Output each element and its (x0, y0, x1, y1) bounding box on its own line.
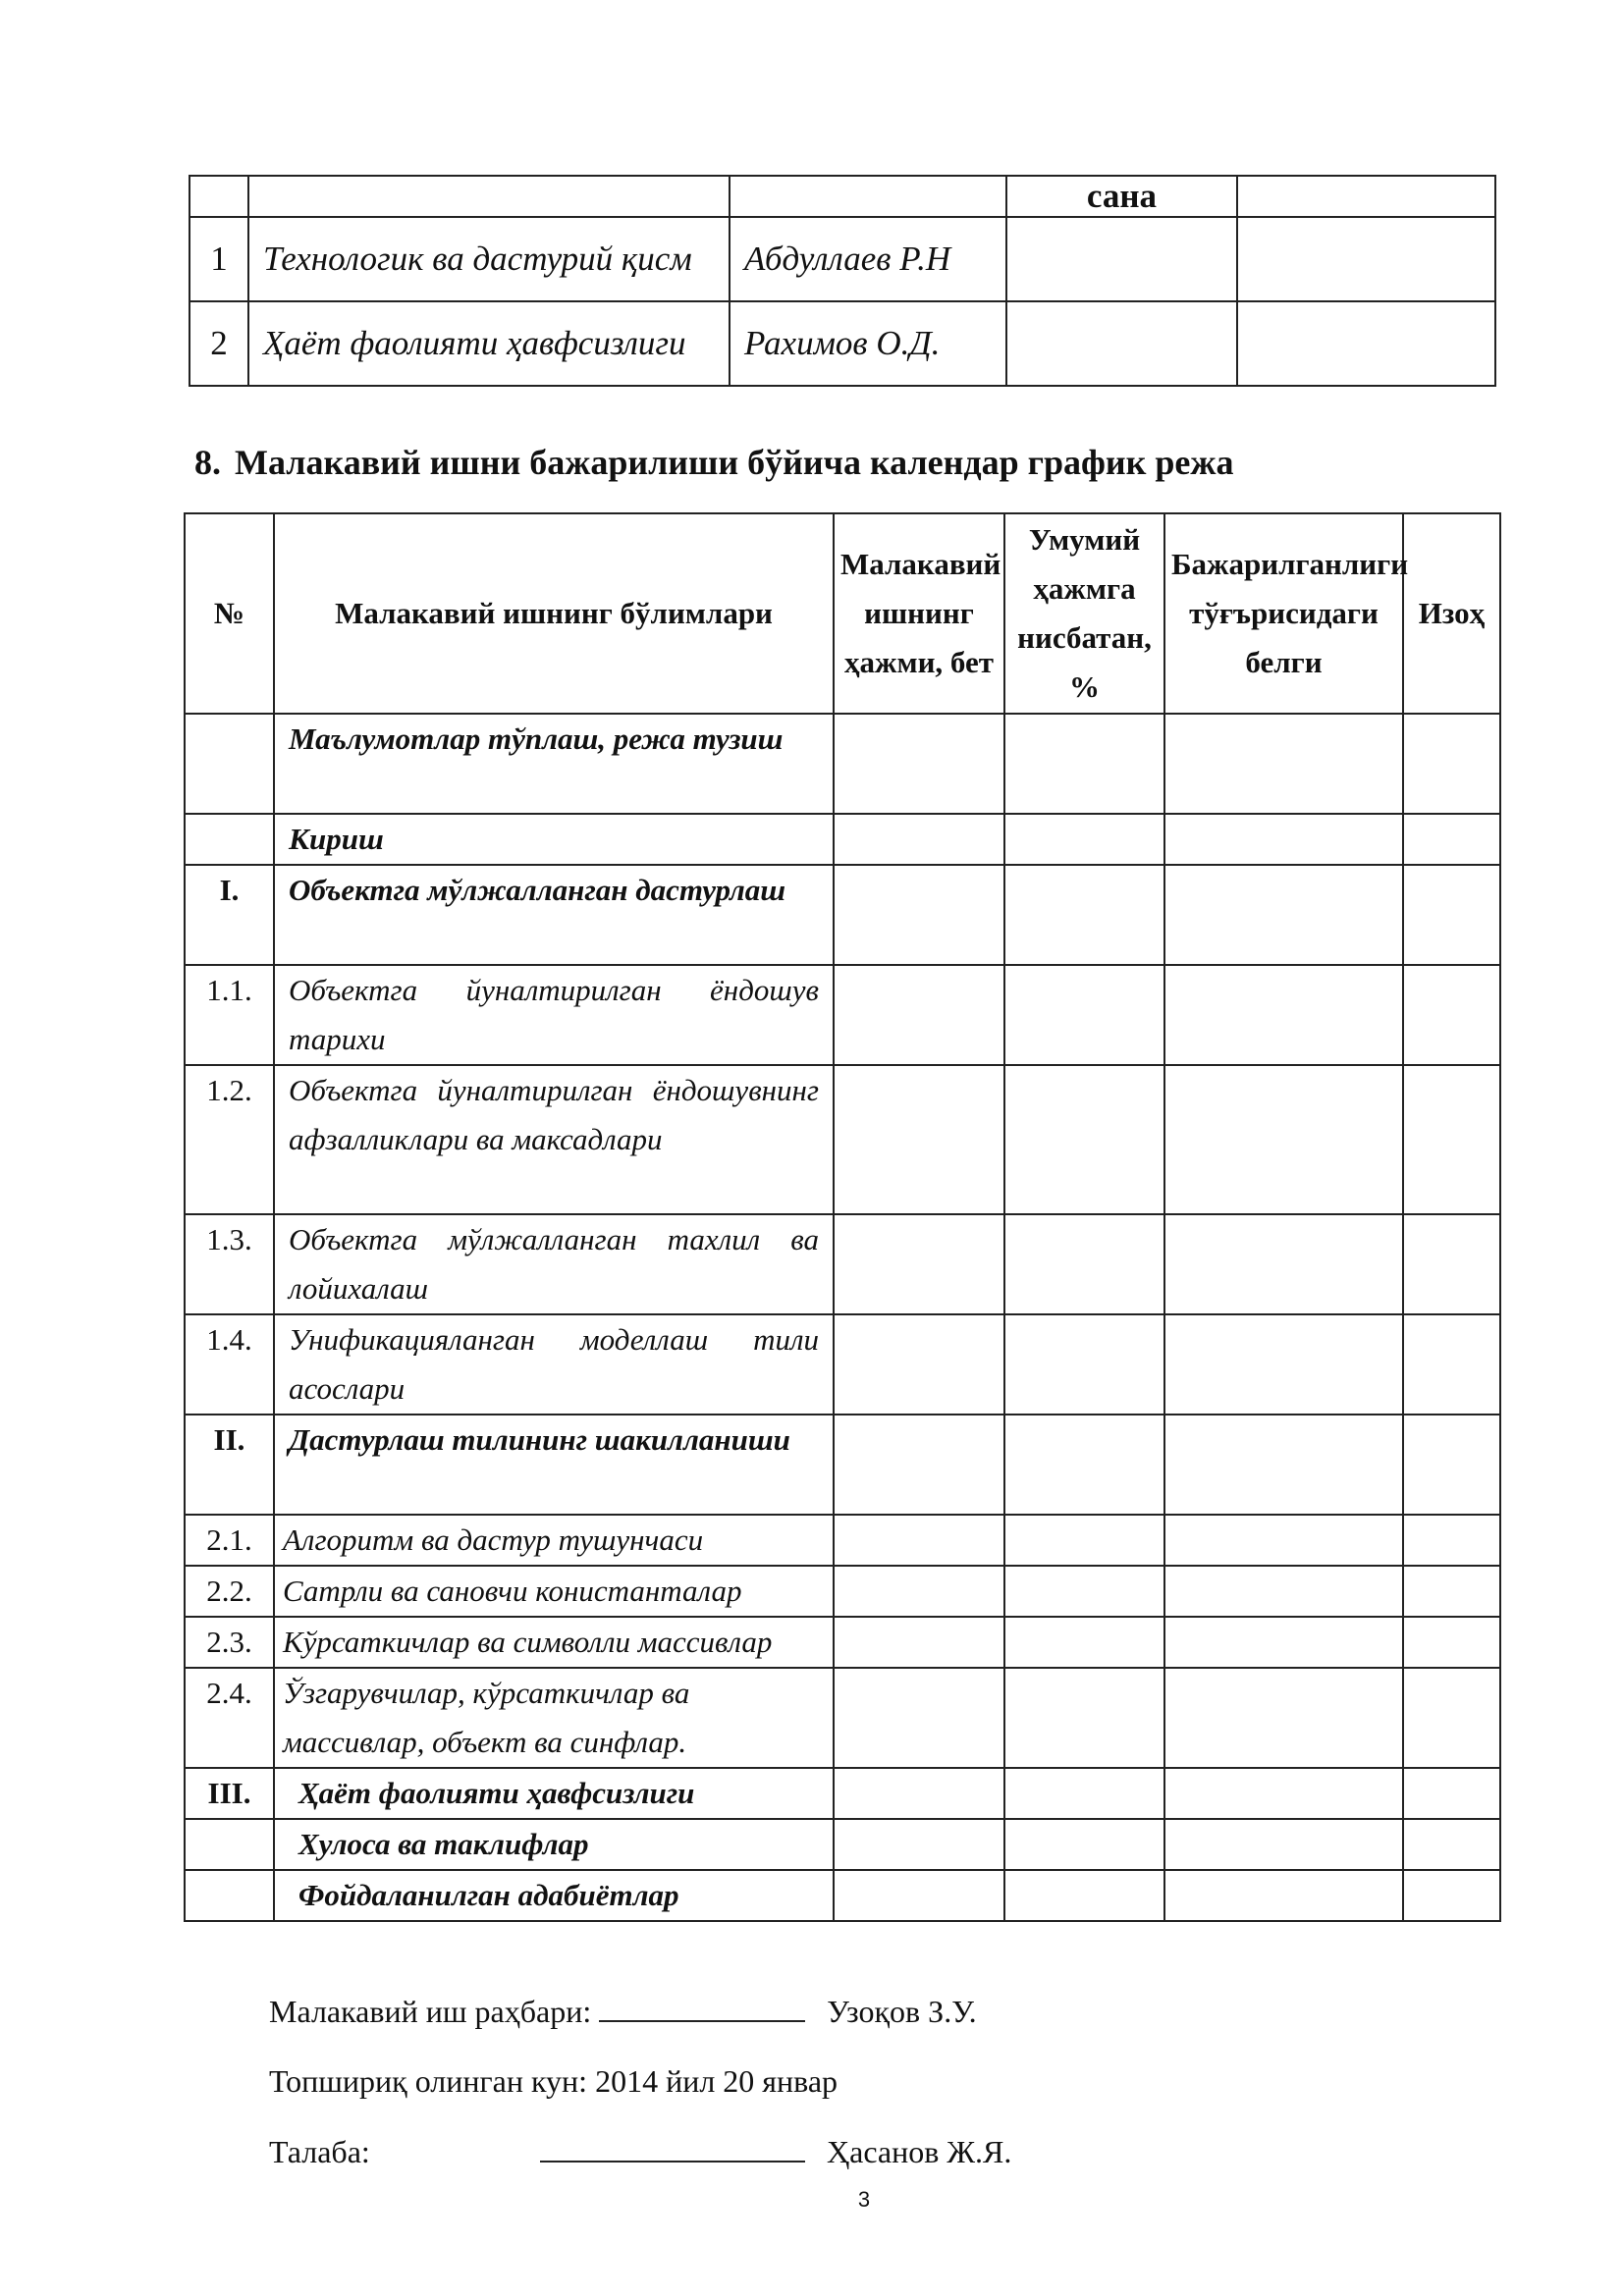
percent-cell (1004, 1515, 1164, 1566)
section-name: Ҳаёт фаолияти ҳавфсизлиги (248, 301, 730, 386)
percent-cell (1004, 1617, 1164, 1668)
volume-cell (834, 1617, 1004, 1668)
percent-cell (1004, 1668, 1164, 1768)
header-sections: Малакавий ишнинг бўлимлари (274, 513, 834, 714)
note-cell (1403, 1415, 1500, 1515)
row-number: 1.1. (185, 965, 274, 1065)
section-title: Объектга йуналтирилган ёндошувнинг афзалликлари ва максадлари (274, 1065, 834, 1214)
done-mark-cell (1164, 1870, 1403, 1921)
table-row (185, 1065, 1500, 1214)
done-mark-cell (1164, 814, 1403, 865)
table-row (185, 1314, 1500, 1415)
table-row (185, 1668, 1500, 1768)
table-cell (1237, 176, 1495, 217)
done-mark-cell (1164, 1415, 1403, 1515)
percent-cell (1004, 1870, 1164, 1921)
row-number: 1.3. (185, 1214, 274, 1314)
header-row (185, 513, 1500, 714)
done-mark-cell (1164, 1065, 1403, 1214)
header-volume: Малакавий ишнинг ҳажми, бет (834, 513, 1004, 714)
note-cell (1403, 1617, 1500, 1668)
header-note: Изоҳ (1403, 513, 1500, 714)
row-number: 2 (189, 301, 248, 386)
section-title: Маълумотлар тўплаш, режа тузиш (274, 714, 834, 814)
row-number: 2.3. (185, 1617, 274, 1668)
consultant-name: Абдуллаев Р.Н (730, 217, 1006, 301)
supervisor-name: Узоқов З.У. (827, 1994, 977, 2029)
volume-cell (834, 965, 1004, 1065)
section-title: Ҳаёт фаолияти ҳавфсизлиги (274, 1768, 834, 1819)
signature-cell (1237, 217, 1495, 301)
volume-cell (834, 1314, 1004, 1415)
table-row (185, 714, 1500, 814)
section-title: Фойдаланилган адабиётлар (274, 1870, 834, 1921)
row-number: 2.1. (185, 1515, 274, 1566)
section-title: Объектга йуналтирилган ёндошув тарихи (274, 965, 834, 1065)
note-cell (1403, 714, 1500, 814)
table-row (185, 1768, 1500, 1819)
signature-cell (1237, 301, 1495, 386)
note-cell (1403, 1819, 1500, 1870)
done-mark-cell (1164, 1768, 1403, 1819)
done-mark-cell (1164, 1314, 1403, 1415)
done-mark-cell (1164, 714, 1403, 814)
header-number: № (185, 513, 274, 714)
table-row (189, 176, 1495, 217)
percent-cell (1004, 1065, 1164, 1214)
note-cell (1403, 1065, 1500, 1214)
row-number: 1.4. (185, 1314, 274, 1415)
volume-cell (834, 714, 1004, 814)
done-mark-cell (1164, 865, 1403, 965)
volume-cell (834, 1214, 1004, 1314)
table-cell (189, 176, 248, 217)
percent-cell (1004, 1768, 1164, 1819)
section-title: Хулоса ва таклифлар (274, 1819, 834, 1870)
row-number: I. (185, 865, 274, 965)
section-number: 8. (194, 443, 221, 482)
table-row (185, 1415, 1500, 1515)
table-row (185, 1819, 1500, 1870)
note-cell (1403, 1314, 1500, 1415)
row-number (185, 1870, 274, 1921)
done-mark-cell (1164, 1819, 1403, 1870)
row-number: II. (185, 1415, 274, 1515)
volume-cell (834, 1819, 1004, 1870)
signature-blank (540, 2133, 805, 2163)
date-value: 2014 йил 20 январ (595, 2063, 839, 2099)
row-number (185, 1819, 274, 1870)
percent-cell (1004, 965, 1164, 1065)
page-number: 3 (857, 2187, 871, 2212)
note-cell (1403, 1566, 1500, 1617)
section-title: Объектга мўлжалланган тахлил ва лойихалаш (274, 1214, 834, 1314)
volume-cell (834, 1668, 1004, 1768)
date-cell (1006, 217, 1237, 301)
done-mark-cell (1164, 1214, 1403, 1314)
date-cell (1006, 301, 1237, 386)
table-row (185, 865, 1500, 965)
signature-blank (599, 1993, 805, 2022)
volume-cell (834, 1415, 1004, 1515)
table-row (185, 965, 1500, 1065)
note-cell (1403, 965, 1500, 1065)
volume-cell (834, 1768, 1004, 1819)
row-number (185, 714, 274, 814)
date-received-line (269, 2063, 838, 2100)
row-number: 2.4. (185, 1668, 274, 1768)
assignment-table (189, 175, 1496, 387)
volume-cell (834, 1515, 1004, 1566)
date-header: сана (1006, 176, 1237, 217)
done-mark-cell (1164, 1668, 1403, 1768)
table-row (185, 1515, 1500, 1566)
date-label: Топшириқ олинган кун: (269, 2063, 588, 2099)
note-cell (1403, 1668, 1500, 1768)
percent-cell (1004, 1214, 1164, 1314)
table-row (189, 301, 1495, 386)
percent-cell (1004, 1314, 1164, 1415)
percent-cell (1004, 814, 1164, 865)
section-title: Унификацияланган моделлаш тили асослари (274, 1314, 834, 1415)
volume-cell (834, 1870, 1004, 1921)
table-row (185, 1566, 1500, 1617)
consultant-name: Рахимов О.Д. (730, 301, 1006, 386)
note-cell (1403, 1870, 1500, 1921)
volume-cell (834, 1065, 1004, 1214)
supervisor-line (269, 1993, 977, 2030)
note-cell (1403, 1214, 1500, 1314)
section-title: Малакавий ишни бажарилиши бўйича календар график режа (235, 443, 1234, 482)
done-mark-cell (1164, 965, 1403, 1065)
table-row (185, 1617, 1500, 1668)
section-title: Сатрли ва сановчи конистанталар (274, 1566, 834, 1617)
note-cell (1403, 865, 1500, 965)
volume-cell (834, 1566, 1004, 1617)
section-title: Ўзгарувчилар, кўрсаткичлар ва массивлар, объект ва синфлар. (274, 1668, 834, 1768)
percent-cell (1004, 714, 1164, 814)
row-number: 2.2. (185, 1566, 274, 1617)
table-cell (730, 176, 1006, 217)
row-number (185, 814, 274, 865)
section-title: Объектга мўлжалланган дастурлаш (274, 865, 834, 965)
table-row (185, 1870, 1500, 1921)
volume-cell (834, 865, 1004, 965)
header-percent: Умумий ҳажмга нисбатан, % (1004, 513, 1164, 714)
volume-cell (834, 814, 1004, 865)
row-number: 1 (189, 217, 248, 301)
table-row (189, 217, 1495, 301)
supervisor-label: Малакавий иш раҳбари: (269, 1994, 592, 2029)
table-row (185, 1214, 1500, 1314)
note-cell (1403, 1515, 1500, 1566)
done-mark-cell (1164, 1617, 1403, 1668)
section-title: Кириш (274, 814, 834, 865)
table-row (185, 814, 1500, 865)
note-cell (1403, 1768, 1500, 1819)
row-number: 1.2. (185, 1065, 274, 1214)
section-title: Кўрсаткичлар ва символли массивлар (274, 1617, 834, 1668)
table-cell (248, 176, 730, 217)
section-title: Дастурлаш тилининг шакилланиши (274, 1415, 834, 1515)
done-mark-cell (1164, 1566, 1403, 1617)
header-done-mark: Бажарилганлиги тўғърисидаги белги (1164, 513, 1403, 714)
calendar-plan-table (184, 512, 1501, 1922)
row-number: III. (185, 1768, 274, 1819)
section-heading (194, 442, 1234, 483)
student-line (269, 2133, 1011, 2170)
percent-cell (1004, 1566, 1164, 1617)
note-cell (1403, 814, 1500, 865)
percent-cell (1004, 1819, 1164, 1870)
student-label: Талаба: (269, 2134, 370, 2169)
section-name: Технологик ва дастурий қисм (248, 217, 730, 301)
student-name: Ҳасанов Ж.Я. (827, 2134, 1012, 2169)
done-mark-cell (1164, 1515, 1403, 1566)
percent-cell (1004, 865, 1164, 965)
percent-cell (1004, 1415, 1164, 1515)
section-title: Алгоритм ва дастур тушунчаси (274, 1515, 834, 1566)
